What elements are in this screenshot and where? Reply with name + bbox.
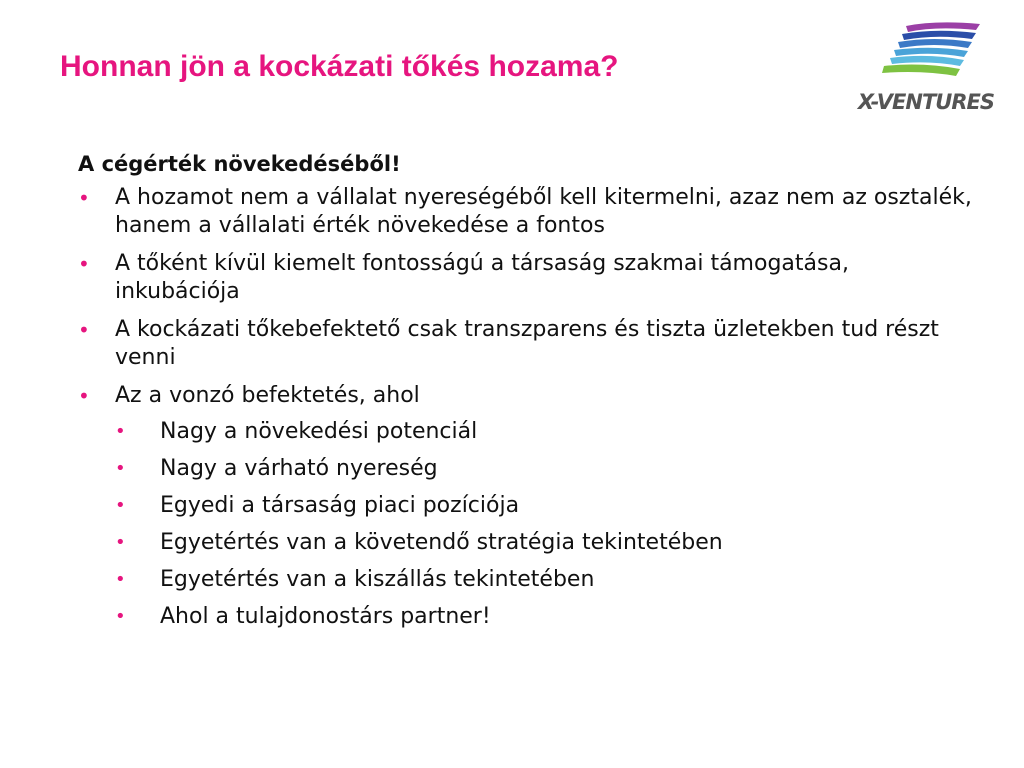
bullet-list: [78, 184, 978, 631]
list-item-text: A hozamot nem a vállalat nyereségéből kell kitermelni, azaz nem az osztalék, hanem a vállalati érték növekedése a fontos: [115, 185, 972, 238]
sub-list-item-text: Egyetértés van a követendő stratégia tekintetében: [160, 530, 723, 555]
list-item-text: A kockázati tőkebefektető csak transzparens és tiszta üzletekben tud részt venni: [115, 317, 939, 370]
bullet-icon: •: [78, 252, 90, 276]
list-item-text: A tőként kívül kiemelt fontosságú a társaság szakmai támogatása, inkubációja: [115, 251, 849, 304]
bullet-icon: •: [115, 606, 126, 627]
bullet-icon: •: [78, 384, 90, 408]
list-item-text: Az a vonzó befektetés, ahol: [115, 383, 420, 408]
bullet-icon: •: [115, 421, 126, 442]
sub-bullet-list: [115, 418, 978, 631]
sub-list-item: [115, 418, 978, 446]
bullet-icon: •: [78, 186, 90, 210]
bullet-icon: •: [78, 318, 90, 342]
logo-text: X-VENTURES: [857, 90, 994, 114]
sub-list-item: [115, 492, 978, 520]
sub-list-item: [115, 455, 978, 483]
list-item: [78, 316, 978, 372]
logo-waves-icon: [876, 20, 996, 82]
bullet-icon: •: [115, 458, 126, 479]
sub-list-item-text: Nagy a növekedési potenciál: [160, 419, 478, 444]
list-item: [78, 250, 978, 306]
slide-content: [78, 148, 978, 641]
sub-list-item-text: Ahol a tulajdonostárs partner!: [160, 604, 491, 629]
sub-list-item: [115, 603, 978, 631]
sub-list-item: [115, 566, 978, 594]
content-heading: A cégérték növekedéséből!: [78, 152, 401, 176]
bullet-icon: •: [115, 569, 126, 590]
sub-list-item-text: Egyetértés van a kiszállás tekintetében: [160, 567, 595, 592]
slide-title: Honnan jön a kockázati tőkés hozama?: [60, 50, 619, 83]
sub-list-item: [115, 529, 978, 557]
sub-list-item-text: Egyedi a társaság piaci pozíciója: [160, 493, 520, 518]
list-item: [78, 382, 978, 631]
bullet-icon: •: [115, 532, 126, 553]
list-item: [78, 184, 978, 240]
sub-list-item-text: Nagy a várható nyereség: [160, 456, 438, 481]
x-ventures-logo: [846, 20, 996, 120]
bullet-icon: •: [115, 495, 126, 516]
